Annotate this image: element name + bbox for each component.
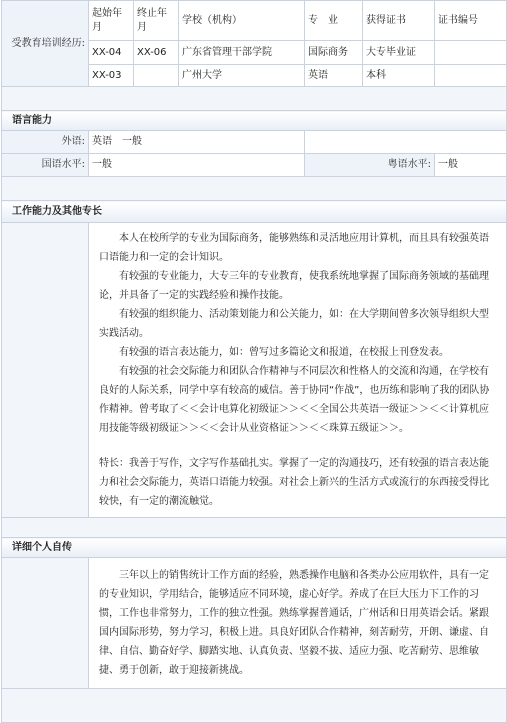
spacer-row <box>2 87 507 111</box>
ability-content-row <box>2 223 507 518</box>
cell-start: XX-04 <box>89 41 134 65</box>
col-school: 学校（机构） <box>179 1 305 41</box>
spacer-row <box>2 177 507 201</box>
ability-text <box>89 223 507 518</box>
col-major: 专 业 <box>305 1 363 41</box>
spacer <box>2 177 507 201</box>
ability-side <box>2 223 89 518</box>
cell-major: 英语 <box>305 65 363 87</box>
mandarin-value: 一般 <box>89 154 305 177</box>
language-foreign-row <box>2 131 507 154</box>
spacer <box>2 689 507 723</box>
col-start: 起始年月 <box>89 1 134 41</box>
resume-table <box>1 0 507 723</box>
spacer-row <box>2 689 507 723</box>
foreign-language-label: 外语: <box>2 131 89 154</box>
spacer <box>2 518 507 538</box>
ability-paragraph: 有较强的组织能力、活动策划能力和公关能力，如：在大学期间曾多次领导组织大型实践活动。 <box>99 309 489 339</box>
col-certno: 证书编号 <box>435 1 507 41</box>
self-content-row <box>2 558 507 689</box>
section-title-ability: 工作能力及其他专长 <box>2 201 507 223</box>
self-title-row <box>2 538 507 558</box>
spacer <box>2 87 507 111</box>
self-text <box>89 558 507 689</box>
ability-paragraph: 本人在校所学的专业为国际商务，能够熟练和灵活地应用计算机，而且具有较强英语口语能力和一定的会计知识。 <box>99 233 489 263</box>
education-label: 受教育培训经历: <box>2 1 89 87</box>
spacer-row <box>2 518 507 538</box>
foreign-language-value: 英语 一般 <box>89 131 305 154</box>
language-title-row <box>2 111 507 131</box>
mandarin-label: 国语水平: <box>2 154 89 177</box>
empty-cell <box>305 131 507 154</box>
section-title-language: 语言能力 <box>2 111 507 131</box>
ability-title-row <box>2 201 507 223</box>
cantonese-value: 一般 <box>435 154 507 177</box>
cell-end <box>134 65 179 87</box>
self-paragraph: 三年以上的销售统计工作方面的经验，熟悉操作电脑和各类办公应用软件，具有一定的专业知识，学用结合，能够适应不同环境，虚心好学。养成了在巨大压力下工作的习惯，工作也非常努力，工作的独立性强。熟练掌握普通话，广州话和日用英语会话。紧跟国内国际形势，努力学习，积极上进。具良好团队合作精神，刻苦耐劳，开朗、谦虚、自律、自信、勤奋好学、脚踏实地、认真负责、坚毅不拔、适应力强、吃苦耐劳、思维敏捷、勇于创新，敢于迎接新挑战。 <box>99 570 489 676</box>
cell-school: 广东省管理干部学院 <box>179 41 305 65</box>
cell-cert: 本科 <box>363 65 435 87</box>
cell-school: 广州大学 <box>179 65 305 87</box>
cell-end: XX-06 <box>134 41 179 65</box>
self-side <box>2 558 89 689</box>
section-title-self: 详细个人自传 <box>2 538 507 558</box>
cell-start: XX-03 <box>89 65 134 87</box>
col-cert: 获得证书 <box>363 1 435 41</box>
ability-paragraph: 有较强的语言表达能力，如：曾写过多篇论文和报道，在校报上刊登发表。 <box>119 347 449 358</box>
education-header-row <box>2 1 507 41</box>
cell-major: 国际商务 <box>305 41 363 65</box>
cell-certno <box>435 65 507 87</box>
language-dialect-row <box>2 154 507 177</box>
cantonese-label: 粤语水平: <box>305 154 435 177</box>
cell-certno <box>435 41 507 65</box>
specialty-paragraph: 特长：我善于写作，文字写作基础扎实。掌握了一定的沟通技巧，还有较强的语言表达能力和社会交际能力，英语口语能力较强。对社会上新兴的生活方式或流行的东西接受得比较快，有一定的潮流触觉。 <box>99 458 489 507</box>
col-end: 终止年月 <box>134 1 179 41</box>
cell-cert: 大专毕业证 <box>363 41 435 65</box>
ability-paragraph: 有较强的专业能力，大专三年的专业教育，使我系统地掌握了国际商务领域的基础理论，并具备了一定的实践经验和操作技能。 <box>99 271 489 301</box>
ability-paragraph: 有较强的社会交际能力和团队合作精神与不同层次和性格人的交流和沟通，在学校有良好的人际关系，同学中享有较高的威信。善于协同“作战”，也历练和影响了我的团队协作精神。曾考取了＜＜会计电算化初级证＞＞＜＜全国公共英语一级证＞＞＜＜计算机应用技能等级初级证＞＞＜＜会计从业资格证＞＞＜＜珠算五级证＞＞。 <box>99 366 490 434</box>
